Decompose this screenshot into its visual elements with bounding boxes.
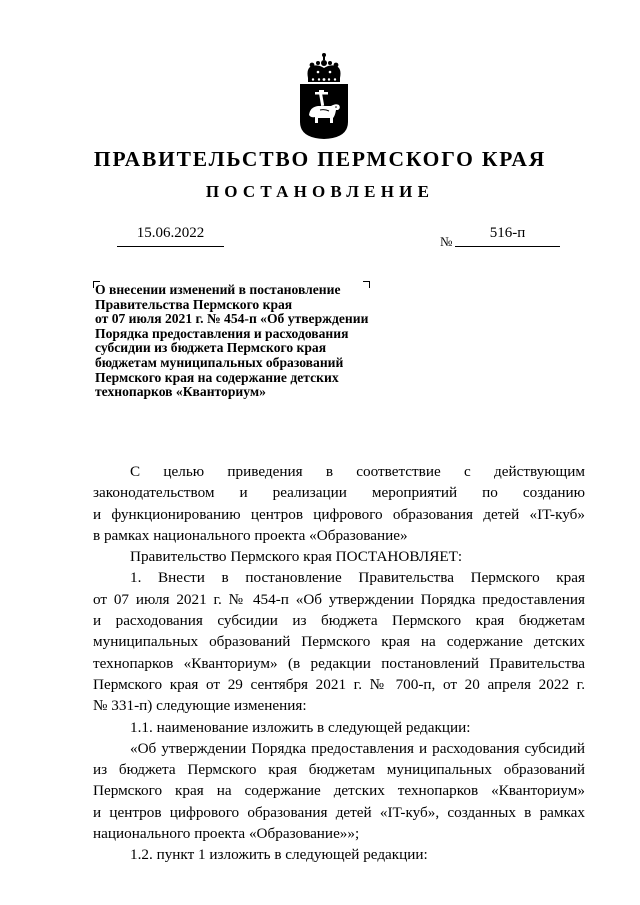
date-underline xyxy=(117,246,224,247)
body-line: в рамках национального проекта «Образование» xyxy=(93,526,408,544)
body-line: Пермского края от 29 сентября 2021 г. № 700-п, от 20 апреля 2022 г. xyxy=(93,675,585,693)
body-line: от 07 июля 2021 г. № 454-п «Об утверждении Порядка предоставления xyxy=(93,590,585,608)
body-line: и функционированию центров цифрового образования детей «IT-куб» xyxy=(93,505,585,523)
document-subject xyxy=(95,283,395,400)
body-line: и центров цифрового образования детей «IT-куб», созданных в рамках xyxy=(93,803,585,821)
body-line: С целью приведения в соответствие с действующим xyxy=(130,463,585,480)
body-line: 1.1. наименование изложить в следующей редакции: xyxy=(130,718,471,736)
subject-line: субсидии из бюджета Пермского края xyxy=(95,340,327,356)
document-type: ПОСТАНОВЛЕНИЕ xyxy=(205,182,435,201)
body-line: 1.2. пункт 1 изложить в следующей редакции: xyxy=(130,846,428,864)
document-number: 516-п xyxy=(489,225,526,241)
body-line: и расходования субсидии из бюджета Пермского края бюджетам xyxy=(93,612,585,630)
body-line: технопарков «Кванториум» (в редакции постановлений Правительства xyxy=(93,654,585,672)
perm-krai-coat-of-arms-icon xyxy=(298,52,350,140)
subject-line: О внесении изменений в постановление xyxy=(95,282,341,297)
government-title: ПРАВИТЕЛЬСТВО ПЕРМСКОГО КРАЯ xyxy=(93,147,547,171)
body-line: Правительство Пермского края ПОСТАНОВЛЯЕТ: xyxy=(130,548,463,566)
subject-line: от 07 июля 2021 г. № 454-п «Об утверждении xyxy=(95,311,369,327)
subject-line: технопарков «Кванториум» xyxy=(95,384,266,400)
subject-line: Пермского края на содержание детских xyxy=(95,369,339,385)
number-underline xyxy=(455,246,560,247)
body-line: национального проекта «Образование»»; xyxy=(93,825,360,843)
subject-line: Правительства Пермского края xyxy=(95,296,293,312)
body-line: муниципальных образований Пермского края на содержание детских xyxy=(93,633,585,651)
body-line: 1. Внести в постановление Правительства Пермского края xyxy=(130,569,585,587)
body-line: № 331-п) следующие изменения: xyxy=(93,697,307,715)
document-date: 15.06.2022 xyxy=(136,225,205,241)
subject-line: Порядка предоставления и расходования xyxy=(95,325,349,341)
body-line: законодательством и реализации мероприятий по созданию xyxy=(93,484,585,502)
number-sign: № xyxy=(440,234,453,249)
body-line: Пермского края на содержание детских технопарков «Кванториум» xyxy=(93,782,585,800)
subject-line: бюджетам муниципальных образований xyxy=(95,354,344,370)
body-line: «Об утверждении Порядка предоставления и расходования субсидий xyxy=(130,739,585,757)
body-line: из бюджета Пермского края бюджетам муниципальных образований xyxy=(93,761,585,779)
document-body xyxy=(93,461,585,866)
